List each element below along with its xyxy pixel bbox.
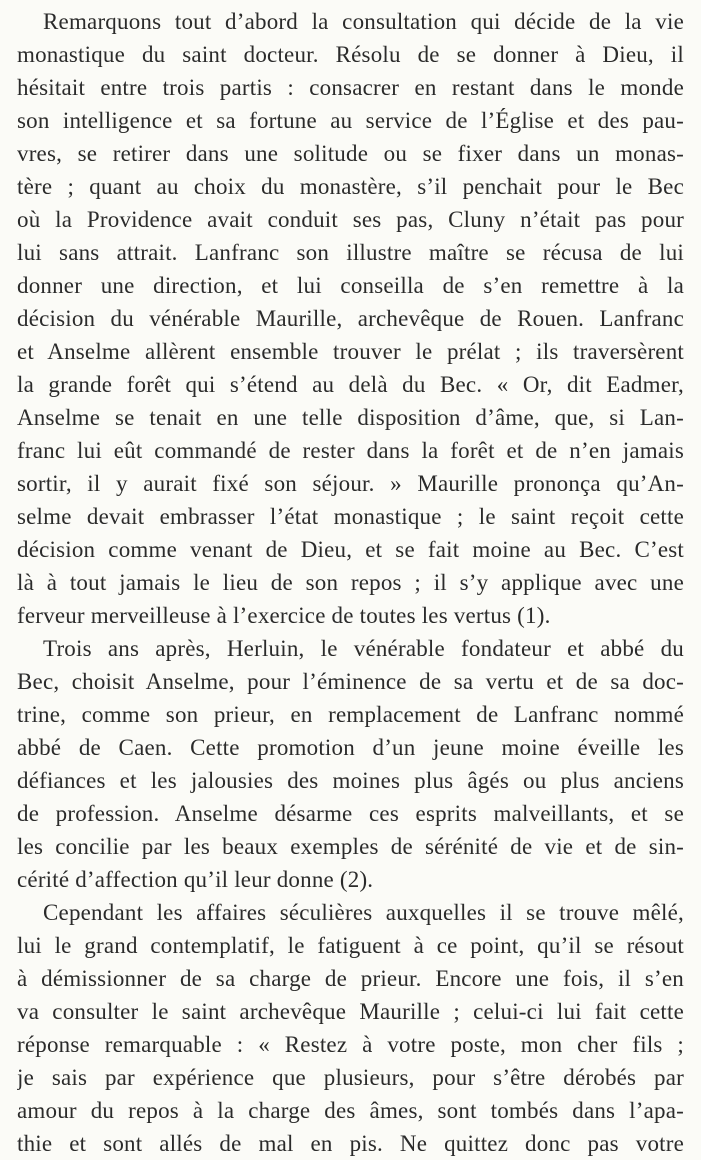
text-line: là à tout jamais le lieu de son repos ; il s’y applique avec une [17,570,684,595]
text-line: réponse remarquable : « Restez à votre poste, mon cher fils ; [17,1032,684,1057]
text-line: son intelligence et sa fortune au service de l’Église et des pau- [17,108,684,133]
text-line: à démissionner de sa charge de prieur. Encore une fois, il s’en [17,966,684,991]
text-line: selme devait embrasser l’état monastique ; le saint reçoit cette [17,504,684,529]
text-line: décision comme venant de Dieu, et se fait moine au Bec. C’est [17,537,684,562]
text-line: où la Providence avait conduit ses pas, Cluny n’était pas pour [17,207,684,232]
text-line: va consulter le saint archevêque Maurille ; celui-ci lui fait cette [17,999,684,1024]
text-line: lui sans attrait. Lanfranc son illustre maître se récusa de lui [17,240,684,265]
text-line: abbé de Caen. Cette promotion d’un jeune moine éveille les [17,735,684,760]
paragraph-2 [17,632,684,896]
text-line: ferveur merveilleuse à l’exercice de toutes les vertus (1). [17,603,551,628]
text-line: franc lui eût commandé de rester dans la forêt et de n’en jamais [17,438,684,463]
text-line: monastique du saint docteur. Résolu de se donner à Dieu, il [17,42,684,67]
text-line: amour du repos à la charge des âmes, sont tombés dans l’apa- [17,1098,684,1123]
text-line: cérité d’affection qu’il leur donne (2). [17,867,374,892]
text-line: Trois ans après, Herluin, le vénérable fondateur et abbé du [43,636,684,661]
text-line: hésitait entre trois partis : consacrer en restant dans le monde [17,75,684,100]
text-line: tère ; quant au choix du monastère, s’il penchait pour le Bec [17,174,684,199]
text-line: donner une direction, et lui conseilla de s’en remettre à la [17,273,684,298]
text-line: Anselme se tenait en une telle disposition d’âme, que, si Lan- [17,405,684,430]
paragraph-3 [17,896,684,1160]
text-line: Cependant les affaires séculières auxquelles il se trouve mêlé, [43,900,684,925]
text-line: Bec, choisit Anselme, pour l’éminence de sa vertu et de sa doc- [17,669,684,694]
text-line: et Anselme allèrent ensemble trouver le prélat ; ils traversèrent [17,339,684,364]
text-line: Remarquons tout d’abord la consultation qui décide de la vie [43,9,684,34]
text-line: trine, comme son prieur, en remplacement de Lanfranc nommé [17,702,684,727]
text-line: décision du vénérable Maurille, archevêque de Rouen. Lanfranc [17,306,684,331]
text-line: de profession. Anselme désarme ces esprits malveillants, et se [17,801,684,826]
text-line: la grande forêt qui s’étend au delà du Bec. « Or, dit Eadmer, [17,372,684,397]
paragraph-1 [17,5,684,632]
text-line: sortir, il y aurait fixé son séjour. » Maurille prononça qu’An- [17,471,684,496]
text-line: les concilie par les beaux exemples de sérénité de vie et de sin- [17,834,684,859]
text-line: thie et sont allés de mal en pis. Ne quittez donc pas votre [17,1131,684,1156]
text-line: je sais par expérience que plusieurs, pour s’être dérobés par [17,1065,684,1090]
text-line: lui le grand contemplatif, le fatiguent à ce point, qu’il se résout [17,933,684,958]
text-line: défiances et les jalousies des moines plus âgés ou plus anciens [17,768,684,793]
text-line: vres, se retirer dans une solitude ou se fixer dans un monas- [17,141,684,166]
